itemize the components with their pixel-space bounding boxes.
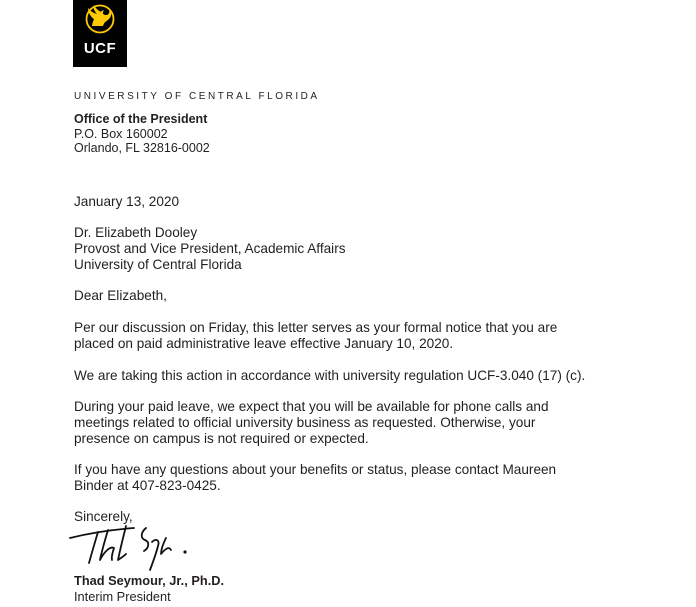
handwritten-signature: [68, 516, 198, 577]
address-line-1: P.O. Box 160002: [74, 126, 168, 141]
pegasus-icon: [73, 0, 127, 40]
closing: Sincerely,: [74, 509, 133, 524]
paragraph-3-line-3: presence on campus is not required or expected.: [74, 431, 369, 446]
paragraph-1-line-2: placed on paid administrative leave effective January 10, 2020.: [74, 336, 454, 351]
paragraph-3-line-1: During your paid leave, we expect that you will be available for phone calls and: [74, 399, 549, 414]
office-block: [74, 112, 210, 156]
address-line-2: Orlando, FL 32816-0002: [74, 141, 210, 155]
recipient-organization: University of Central Florida: [74, 257, 242, 272]
paragraph-4-line-1: If you have any questions about your benefits or status, please contact Maureen: [74, 462, 557, 477]
recipient-name: Dr. Elizabeth Dooley: [74, 225, 198, 240]
paragraph-2-line-1: We are taking this action in accordance with university regulation UCF-3.040 (17) (c).: [74, 368, 586, 383]
signer-title: Interim President: [74, 589, 171, 604]
recipient-title: Provost and Vice President, Academic Affairs: [74, 241, 346, 256]
paragraph-3-line-2: meetings related to official university business as requested. Otherwise, your: [74, 415, 536, 430]
university-name: UNIVERSITY OF CENTRAL FLORIDA: [74, 91, 320, 102]
letter-date: January 13, 2020: [74, 194, 180, 209]
ucf-logo: [73, 0, 127, 67]
office-title: Office of the President: [74, 112, 208, 126]
signer-name: Thad Seymour, Jr., Ph.D.: [74, 573, 225, 588]
salutation: Dear Elizabeth,: [74, 288, 167, 303]
paragraph-1-line-1: Per our discussion on Friday, this letter serves as your formal notice that you are: [74, 320, 558, 335]
paragraph-4-line-2: Binder at 407-823-0425.: [74, 478, 221, 493]
logo-text: UCF: [83, 40, 117, 57]
